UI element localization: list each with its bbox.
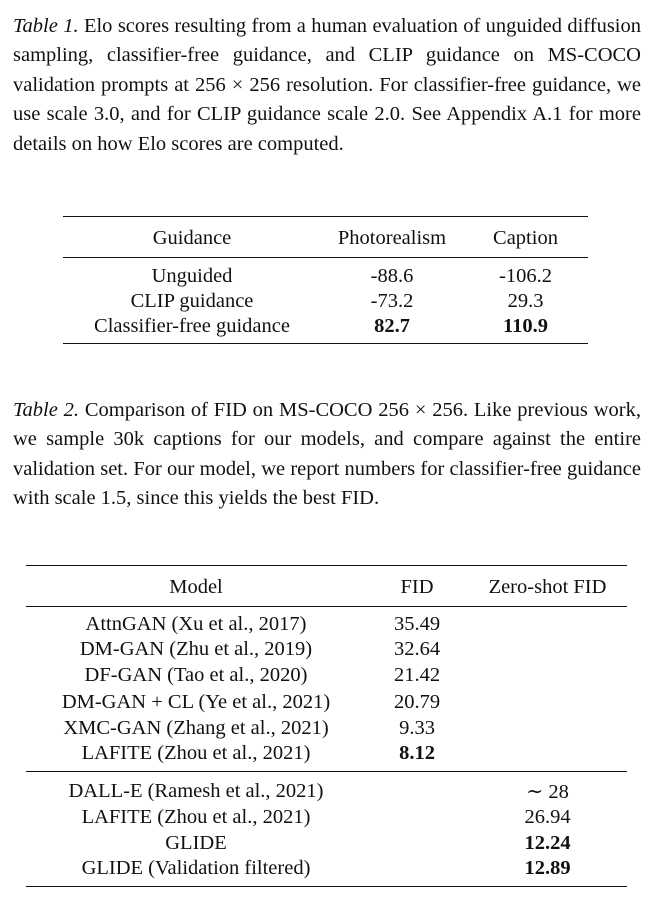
table1-elo-scores [63, 216, 588, 344]
table2-cell-fid [366, 772, 468, 805]
table2-caption-text: Comparison of FID on MS-COCO 256 × 256. Like previous work, we sample 30k captions for our models, and compare against the entire validation set. For our model, we report numbers for classifier-free guidance with scale 1.5, since this yields the best FID. [13, 399, 641, 510]
table2-cell-zero-shot-fid [468, 663, 627, 690]
table2-cell-fid [366, 804, 468, 831]
table-row [63, 288, 588, 315]
table1-cell-photorealism-best: 82.7 [374, 314, 410, 337]
table1-caption [13, 12, 641, 159]
table1-header-row [63, 217, 588, 258]
table-row [26, 607, 627, 637]
table2-cell-zero-shot-fid [468, 742, 627, 772]
table2-header-fid: FID [400, 575, 434, 598]
table2-cell-zero-shot-fid [468, 636, 627, 663]
table2-cell-zero-shot-fid: 26.94 [524, 805, 571, 828]
table1-cell-caption-best: 110.9 [503, 314, 548, 337]
table2-header-row [26, 566, 627, 607]
table2-cell-zero-shot-fid-best: 12.89 [524, 857, 571, 879]
table2-cell-fid: 9.33 [399, 717, 435, 740]
table2-cell-fid [366, 831, 468, 858]
table2-cell-model: DF-GAN (Tao et al., 2020) [84, 664, 308, 687]
table2-fid-comparison [26, 565, 627, 887]
table2-caption [13, 396, 641, 514]
table1-cell-photorealism: -73.2 [370, 289, 414, 312]
table2-cell-fid-best: 8.12 [399, 742, 435, 764]
table2-cell-zero-shot-fid [468, 716, 627, 743]
table1-header-photorealism: Photorealism [337, 226, 447, 249]
table2-cell-zero-shot-fid [468, 607, 627, 637]
table2-zero-shot-group [26, 772, 627, 887]
table2-cell-fid: 32.64 [393, 637, 441, 660]
table2-cell-fid: 35.49 [393, 613, 441, 635]
table2-cell-model: DM-GAN + CL (Ye et al., 2021) [61, 690, 331, 713]
table2-caption-label: Table 2. [13, 399, 80, 421]
table2-cell-zero-shot-fid [468, 689, 627, 716]
table1-header-guidance: Guidance [152, 226, 232, 249]
table2-header-zero-shot-fid: Zero-shot FID [488, 575, 607, 598]
table-row [26, 742, 627, 772]
table2-cell-model: LAFITE (Zhou et al., 2021) [81, 742, 311, 764]
table-row [26, 636, 627, 663]
table2-cell-fid: 20.79 [393, 690, 441, 713]
table2-cell-fid [366, 857, 468, 887]
table2-cell-model: XMC-GAN (Zhang et al., 2021) [63, 717, 329, 740]
table-row [26, 772, 627, 805]
table2-cell-model: LAFITE (Zhou et al., 2021) [81, 805, 311, 828]
table1-cell-caption: -106.2 [499, 265, 552, 287]
table-row [26, 716, 627, 743]
table-row [63, 258, 588, 289]
table1-cell-caption: 29.3 [507, 289, 544, 312]
table2-trained-group [26, 607, 627, 772]
table-row [26, 804, 627, 831]
table1-cell-method: CLIP guidance [130, 289, 254, 312]
table2-cell-fid: 21.42 [393, 664, 441, 687]
table2-cell-model: AttnGAN (Xu et al., 2017) [85, 613, 307, 635]
table-row [26, 689, 627, 716]
table-row [26, 831, 627, 858]
table-row [63, 315, 588, 344]
table1-cell-photorealism: -88.6 [370, 265, 414, 287]
table2-cell-model: GLIDE [165, 832, 227, 855]
table-row [26, 857, 627, 887]
table2-cell-zero-shot-fid: ∼ 28 [526, 781, 569, 803]
table2-cell-model: DALL-E (Ramesh et al., 2021) [68, 780, 324, 802]
table-row [26, 663, 627, 690]
table2-header-model: Model [169, 575, 223, 598]
table1-caption-text: Elo scores resulting from a human evaluation of unguided diffusion sampling, classifier-free guidance, and CLIP guidance on MS-COCO validation prompts at 256 × 256 resolution. For classifier-free guidance, we use scale 3.0, and for CLIP guidance scale 2.0. See Appendix A.1 for more details on how Elo scores are computed. [13, 15, 641, 155]
table1-cell-method: Classifier-free guidance [94, 314, 290, 337]
table1-header-caption: Caption [493, 226, 558, 249]
table2-cell-model: GLIDE (Validation filtered) [81, 857, 311, 879]
table1-caption-label: Table 1. [13, 15, 79, 37]
table1-cell-method: Unguided [151, 265, 233, 287]
table2-cell-zero-shot-fid-best: 12.24 [524, 832, 571, 855]
table2-cell-model: DM-GAN (Zhu et al., 2019) [79, 637, 313, 660]
